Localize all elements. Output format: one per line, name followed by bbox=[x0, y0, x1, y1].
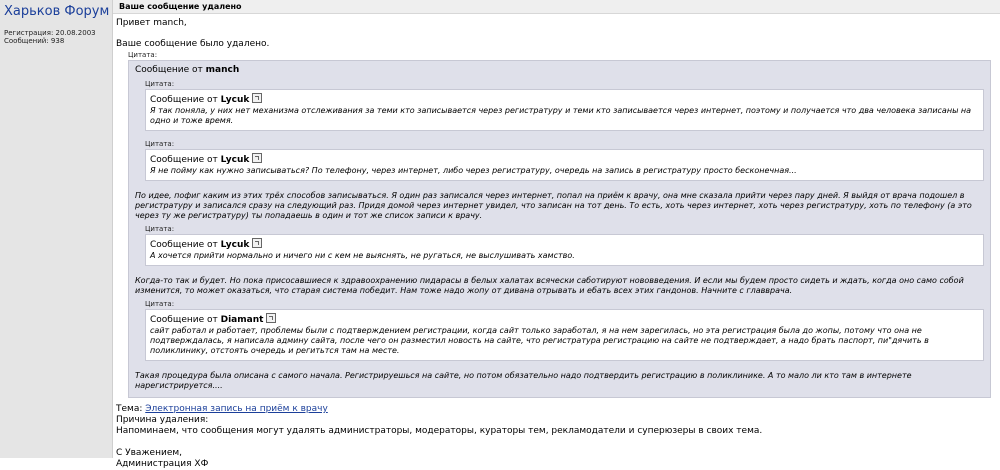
view-post-icon[interactable] bbox=[252, 93, 262, 103]
nested-quote-3 bbox=[145, 225, 984, 266]
nested-quote-2 bbox=[145, 140, 984, 181]
message-count: Сообщений: 938 bbox=[4, 37, 65, 45]
quote-label: Цитата: bbox=[128, 51, 158, 59]
view-post-icon[interactable] bbox=[252, 153, 262, 163]
forum-title-link[interactable]: Харьков Форум bbox=[4, 4, 110, 19]
outer-quote bbox=[128, 60, 991, 398]
reply-paragraph-3: Такая процедура была описана с самого начала. Регистрируешься на сайте, но потом обязательно надо подтвердить регистрацию в поликлинике. А то мало ли кто там в интернете нарегистрируется.... bbox=[135, 371, 912, 390]
reply-paragraph-1: По идее, пофиг каким из этих трёх способов записываться. Я один раз записался через интернет, попал на приём к врачу, она мне сказала прийти через пару дней. Я выйдя от врача подошел в регистратуру и записался сразу на следующий раз. Придя домой через интернет увидел, что записан на тот день. То есть, хоть через интернет, хоть через регистратуру, хоть по телефону (а это через ту же регистратуру) ты попадаешь в один и тот же список записи к врачу. bbox=[135, 191, 972, 220]
nested-quote-text: А хочется прийти нормально и ничего ни с кем не выяснять, не ругаться, не выслушивать хамство. bbox=[150, 251, 575, 260]
view-post-icon[interactable] bbox=[252, 238, 262, 248]
message-body bbox=[113, 14, 1000, 470]
nested-quote-box bbox=[145, 234, 984, 266]
nested-quote-from: Сообщение от Lycuk bbox=[150, 153, 977, 166]
nested-quote-from: Сообщение от Lycuk bbox=[150, 238, 977, 251]
message-header: Ваше сообщение удалено bbox=[113, 0, 1000, 14]
nested-quote-box bbox=[145, 89, 984, 131]
nested-quote-text: Я так поняла, у них нет механизма отслеживания за теми кто записывается через регистратуру и теми кто записывается через интернет, поэтому и получается что два человека записаны на одно и тоже время. bbox=[150, 106, 972, 125]
registration-date: Регистрация: 20.08.2003 bbox=[4, 29, 96, 37]
reason-text: Напоминаем, что сообщения могут удалять администраторы, модераторы, кураторы тем, рекламодатели и суперюзеры в своих тема. bbox=[116, 426, 763, 436]
reason-label: Причина удаления: bbox=[116, 415, 209, 425]
nested-quote-text: сайт работал и работает, проблемы были с подтверждением регистрации, когда сайт только заработал, я на нем зарегилась, но эта регистрация была до жопы, потому что она не подтверждалась, я написала админу сайта, после чего он разместил новость на сайте, что регистратура регистрацию на сайте не подтверждает, а надо брать паспорт, пи"дячить в поликлинику, отстоять очередь и регитьтся там на месте. bbox=[150, 326, 929, 355]
nested-quote-label: Цитата: bbox=[145, 140, 175, 148]
nested-quote-box bbox=[145, 309, 984, 361]
topic-line bbox=[116, 404, 1000, 415]
deleted-line: Ваше сообщение было удалено. bbox=[116, 39, 270, 49]
view-post-icon[interactable] bbox=[266, 313, 276, 323]
topic-label: Тема: bbox=[116, 404, 143, 414]
user-meta bbox=[0, 19, 112, 45]
nested-quote-4 bbox=[145, 300, 984, 361]
nested-quote-author: Lycuk bbox=[220, 155, 250, 165]
message-panel bbox=[113, 0, 1000, 469]
topic-link[interactable]: Электронная запись на приём к врачу bbox=[145, 404, 328, 414]
nested-quote-from: Сообщение от Lycuk bbox=[150, 93, 977, 106]
nested-quote-box bbox=[145, 149, 984, 181]
nested-quote-author: Lycuk bbox=[220, 95, 250, 105]
nested-quote-label: Цитата: bbox=[145, 225, 175, 233]
nested-quote-text: Я не пойму как нужно записываться? По телефону, через интернет, либо через регистратуру, очередь на запись в регистратуру просто бесконечная... bbox=[150, 166, 797, 175]
greeting: Привет manch, bbox=[116, 18, 187, 28]
signature-line-2: Администрация ХФ bbox=[116, 459, 209, 469]
signature-line-1: С Уважением, bbox=[116, 448, 183, 458]
outer-quote-block bbox=[128, 51, 991, 398]
reply-paragraph-2: Когда-то так и будет. Но пока присосавшиеся к здравоохранению пидарасы в белых халатах всячески саботируют нововведения. И если мы будем просто сидеть и ждать, когда оно само собой изменится, то может оказаться, что старая система победит. Нам тоже надо жопу от дивана отрывать и ебать всех этих гандонов. Начните с главврача. bbox=[135, 276, 964, 295]
nested-quote-label: Цитата: bbox=[145, 300, 175, 308]
sidebar bbox=[0, 0, 113, 458]
nested-quote-label: Цитата: bbox=[145, 80, 175, 88]
nested-quote-from: Сообщение от Diamant bbox=[150, 313, 977, 326]
quote-from: Сообщение от manch bbox=[135, 65, 240, 75]
nested-quote-author: Lycuk bbox=[220, 240, 250, 250]
nested-quote-1 bbox=[145, 80, 984, 131]
nested-quote-author: Diamant bbox=[220, 315, 264, 325]
quote-author: manch bbox=[205, 65, 240, 75]
